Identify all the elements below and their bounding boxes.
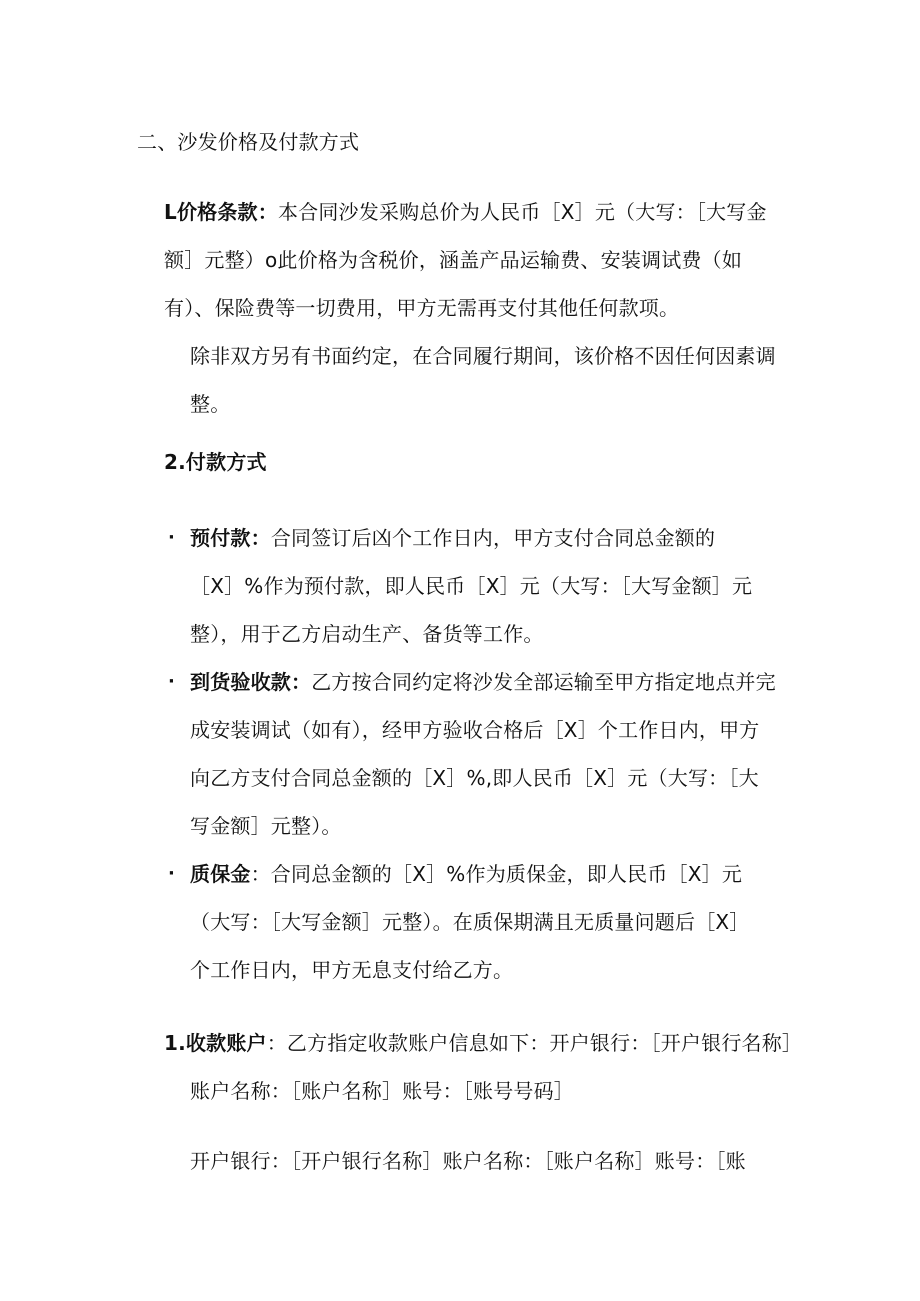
account-number: 1. (164, 1031, 186, 1055)
account-text-1: ：乙方指定收款账户信息如下：开户银行：［开户银行名称］ (266, 1031, 803, 1055)
prepayment-text-1: 合同签订后凶个工作日内，甲方支付合同总金额的 (270, 526, 716, 550)
price-clause-line-1 (164, 198, 767, 226)
delivery-line-1 (190, 668, 776, 696)
delivery-line-2: 成安装调试（如有），经甲方验收合格后［X］个工作日内，甲方 (190, 718, 760, 742)
account-line-3: 开户银行：［开户银行名称］账户名称：［账户名称］账号：［账 (190, 1149, 746, 1173)
price-clause-text-1: 本合同沙发采购总价为人民币［X］元（大写：［大写金 (277, 200, 767, 224)
warranty-line-3: 个工作日内，甲方无息支付给乙方。 (190, 958, 514, 982)
warranty-line-1 (190, 860, 742, 888)
bullet-warranty: · (168, 863, 175, 884)
delivery-line-3: 向乙方支付合同总金额的［X］%,即人民币［X］元（大写：［大 (190, 766, 759, 790)
price-clause-label: L价格条款： (164, 200, 278, 224)
bullet-delivery: · (168, 671, 175, 692)
prepayment-label: 预付款： (190, 526, 271, 550)
warranty-label: 质保金 (190, 862, 251, 886)
warranty-text-1: ：合同总金额的［X］%作为质保金，即人民币［X］元 (250, 862, 743, 886)
price-clause-line-3: 有）、保险费等一切费用，甲方无需再支付其他任何款项。 (164, 296, 680, 320)
section-heading: 二、沙发价格及付款方式 (137, 130, 360, 154)
prepayment-line-3: 整），用于乙方启动生产、备货等工作。 (190, 622, 544, 646)
account-line-2: 账户名称：［账户名称］账号：［账号号码］ (190, 1079, 574, 1103)
delivery-line-4: 写金额］元整）。 (190, 814, 342, 838)
price-clause-line-5: 整。 (190, 392, 231, 416)
price-clause-line-4: 除非双方另有书面约定，在合同履行期间，该价格不因任何因素调 (190, 344, 776, 368)
account-label: 收款账户 (185, 1031, 267, 1055)
bullet-prepayment: · (168, 527, 175, 548)
payment-heading (164, 448, 267, 476)
payment-heading-number: 2. (164, 450, 186, 474)
warranty-line-2: （大写：［大写金额］元整）。在质保期满且无质量问题后［X］ (190, 910, 750, 934)
account-line-1 (164, 1029, 802, 1057)
payment-heading-text: 付款方式 (185, 450, 267, 474)
prepayment-line-1 (190, 524, 715, 552)
delivery-text-1: 乙方按合同约定将沙发全部运输至甲方指定地点并完 (311, 670, 776, 694)
delivery-label: 到货验收款： (190, 670, 312, 694)
price-clause-line-2: 额］元整）o此价格为含税价，涵盖产品运输费、安装调试费（如 (164, 248, 743, 272)
prepayment-line-2: ［X］%作为预付款，即人民币［X］元（大写：［大写金额］元 (190, 574, 753, 598)
